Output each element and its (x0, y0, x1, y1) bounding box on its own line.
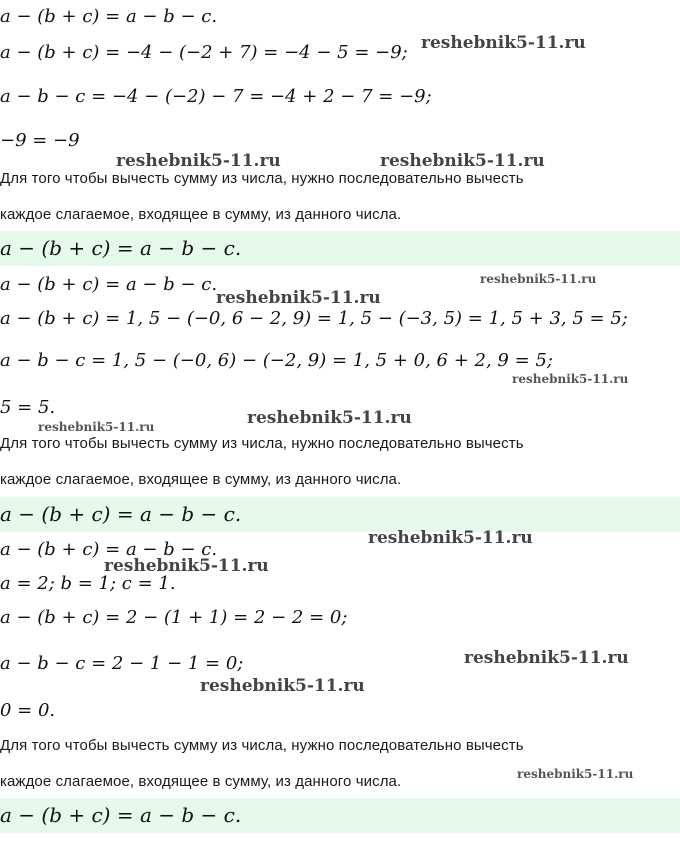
explanation-text: каждое слагаемое, входящее в сумму, из данного числа. (0, 773, 402, 790)
watermark: reshebnik5-11.ru (512, 372, 629, 386)
formula-line: −9 = −9 (0, 130, 80, 151)
formula-line: a − (b + c) = a − b − c. (0, 6, 218, 27)
watermark: reshebnik5-11.ru (380, 151, 545, 171)
rule-highlight (0, 798, 680, 833)
explanation-text: Для того чтобы вычесть сумму из числа, нужно последовательно вычесть (0, 435, 524, 452)
rule-highlight (0, 231, 680, 266)
formula-line: a − (b + c) = a − b − c. (0, 274, 218, 295)
watermark: reshebnik5-11.ru (200, 676, 365, 696)
watermark: reshebnik5-11.ru (216, 288, 381, 308)
watermark: reshebnik5-11.ru (247, 408, 412, 428)
formula-line: a − b − c = −4 − (−2) − 7 = −4 + 2 − 7 = −9; (0, 86, 432, 107)
watermark: reshebnik5-11.ru (517, 767, 634, 781)
rule-formula: a − (b + c) = a − b − c. (0, 236, 242, 260)
watermark: reshebnik5-11.ru (116, 151, 281, 171)
formula-line: a − (b + c) = −4 − (−2 + 7) = −4 − 5 = −9; (0, 42, 408, 63)
formula-line: a − b − c = 2 − 1 − 1 = 0; (0, 653, 244, 674)
formula-line: 5 = 5. (0, 397, 56, 418)
watermark: reshebnik5-11.ru (464, 648, 629, 668)
explanation-text: Для того чтобы вычесть сумму из числа, нужно последовательно вычесть (0, 170, 524, 187)
explanation-text: Для того чтобы вычесть сумму из числа, нужно последовательно вычесть (0, 737, 524, 754)
formula-line: a − (b + c) = a − b − c. (0, 539, 218, 560)
rule-formula: a − (b + c) = a − b − c. (0, 502, 242, 526)
formula-line: a − (b + c) = 1, 5 − (−0, 6 − 2, 9) = 1, 5 − (−3, 5) = 1, 5 + 3, 5 = 5; (0, 308, 628, 329)
watermark: reshebnik5-11.ru (368, 528, 533, 548)
formula-line: a = 2; b = 1; c = 1. (0, 573, 176, 594)
formula-line: a − b − c = 1, 5 − (−0, 6) − (−2, 9) = 1, 5 + 0, 6 + 2, 9 = 5; (0, 350, 553, 371)
rule-formula: a − (b + c) = a − b − c. (0, 803, 242, 827)
watermark: reshebnik5-11.ru (421, 33, 586, 53)
formula-line: 0 = 0. (0, 700, 56, 721)
rule-highlight (0, 497, 680, 532)
watermark: reshebnik5-11.ru (38, 420, 155, 434)
formula-line: a − (b + c) = 2 − (1 + 1) = 2 − 2 = 0; (0, 607, 348, 628)
explanation-text: каждое слагаемое, входящее в сумму, из данного числа. (0, 206, 402, 223)
watermark: reshebnik5-11.ru (480, 272, 597, 286)
explanation-text: каждое слагаемое, входящее в сумму, из данного числа. (0, 471, 402, 488)
watermark: reshebnik5-11.ru (104, 556, 269, 576)
